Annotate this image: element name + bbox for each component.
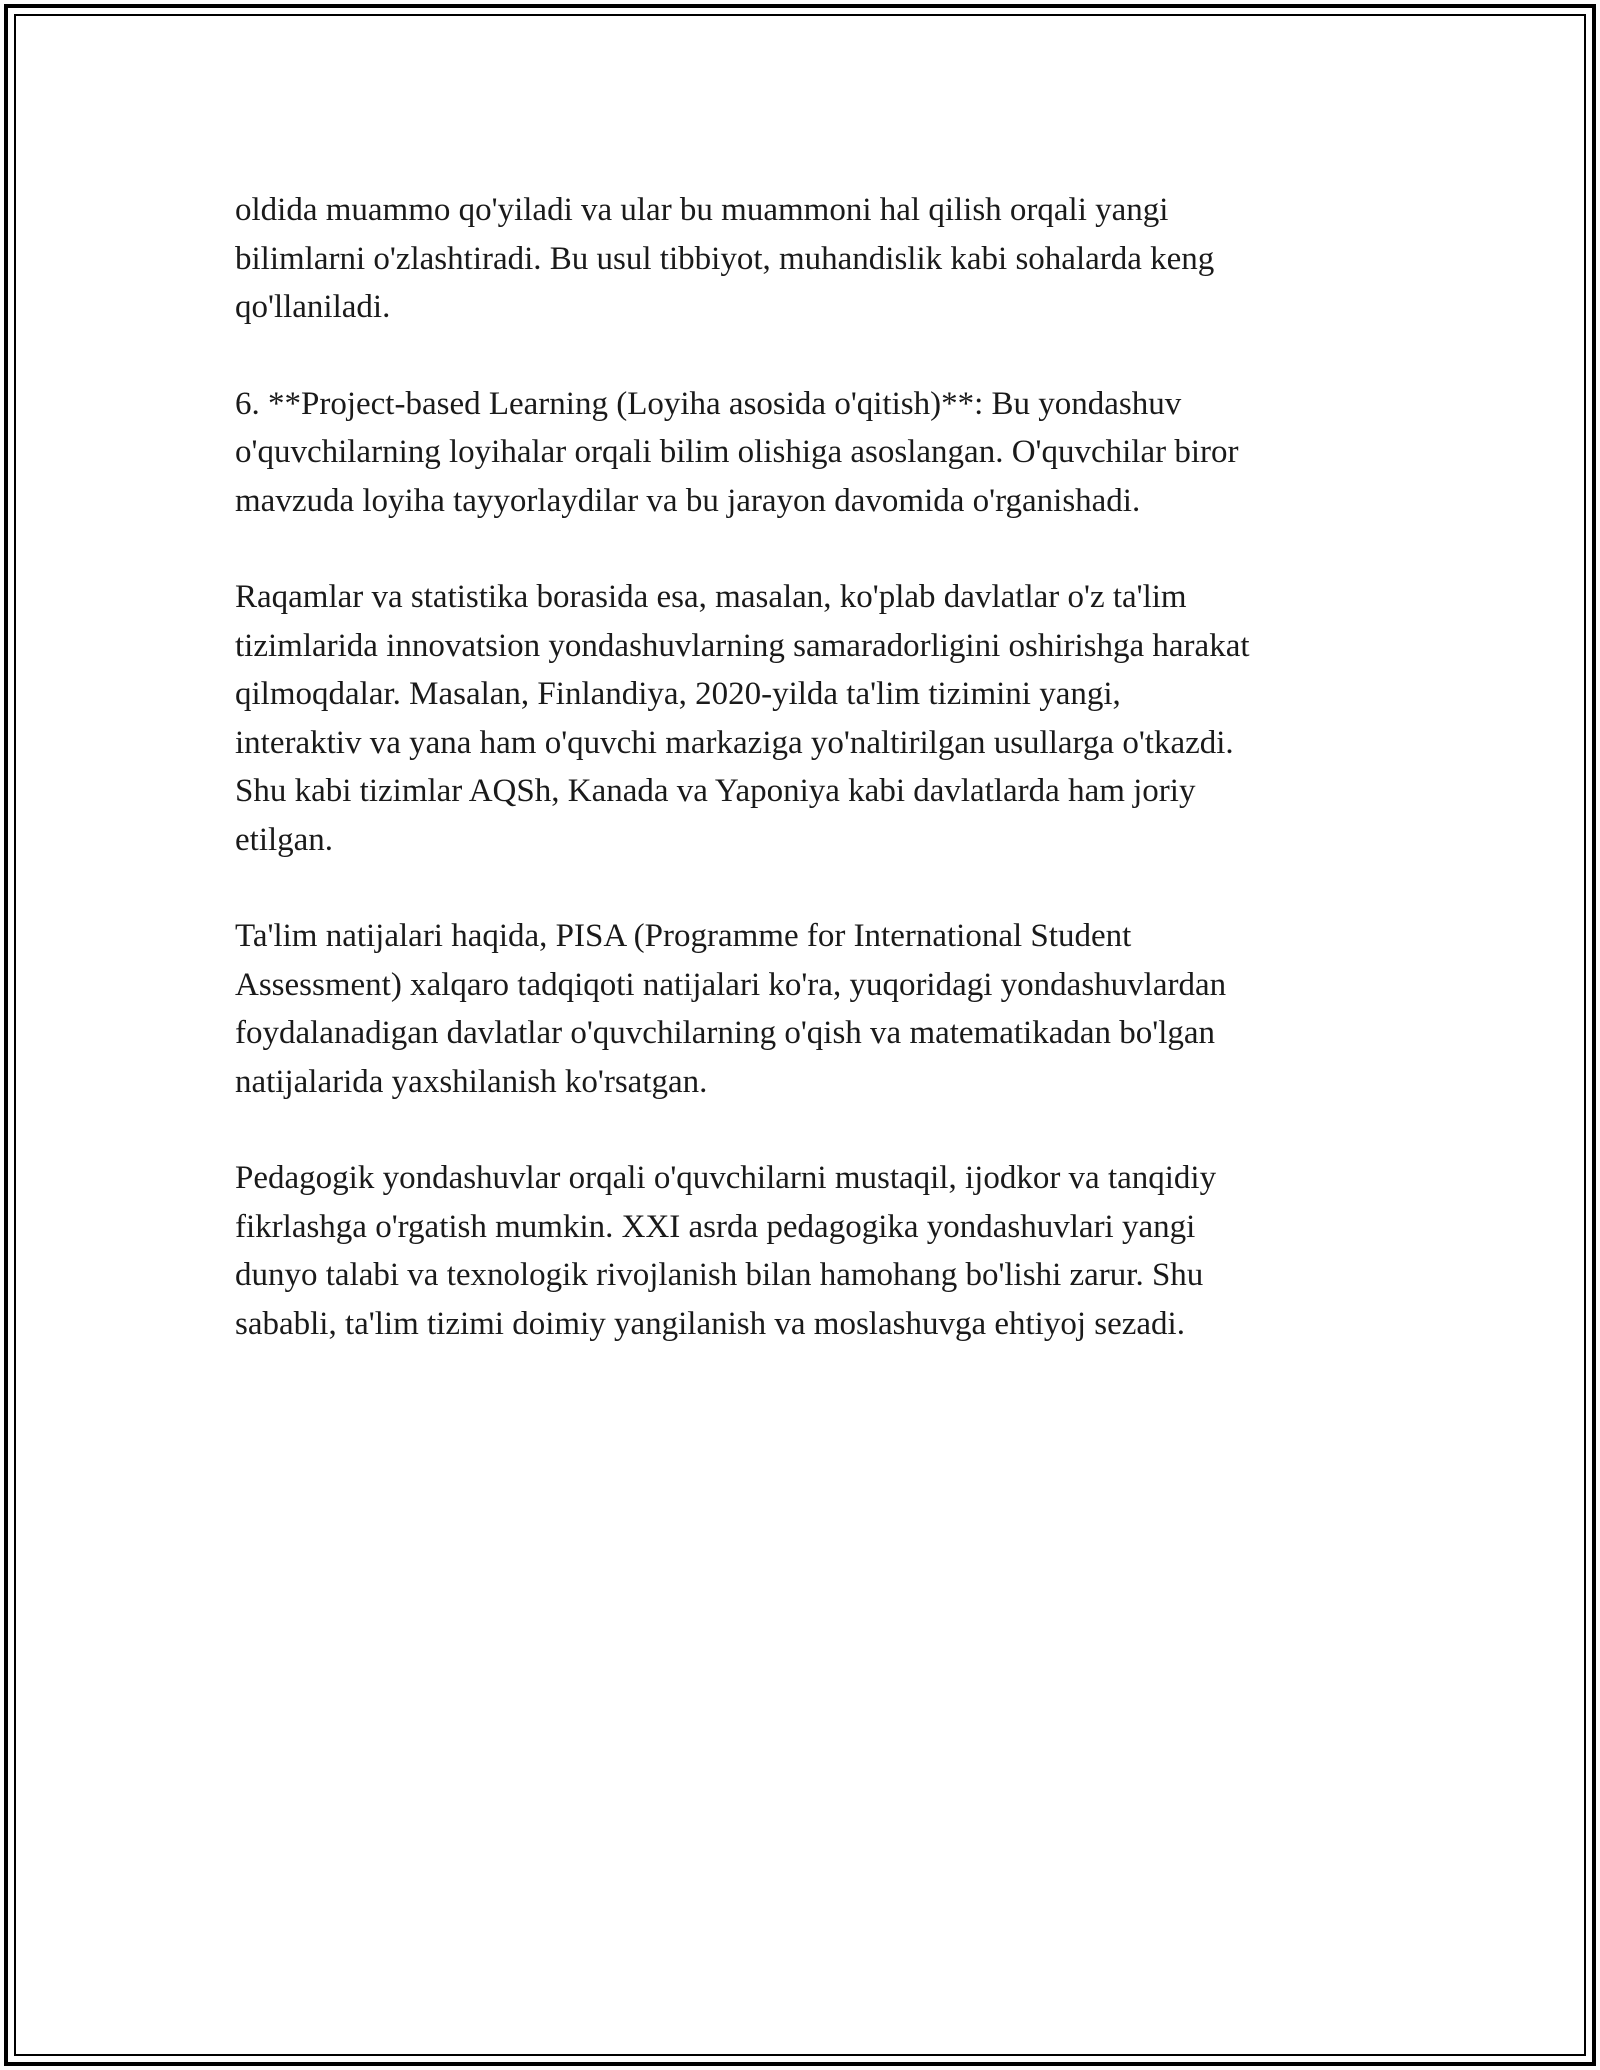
paragraph-project-based: 6. **Project-based Learning (Loyiha asosida o'qitish)**: Bu yondashuv o'quvchilarning loyihalar orqali bilim olishiga asoslangan. O'quvchilar biror mavzuda loyiha tayyorlaydilar va bu jarayon davomida o'rganishadi.: [235, 385, 1239, 519]
document-body: [235, 186, 1385, 1396]
paragraph-statistics: Raqamlar va statistika borasida esa, masalan, ko'plab davlatlar o'z ta'lim tizimlarida innovatsion yondashuvlarning samaradorligini oshirishga harakat qilmoqdalar. Masalan, Finlandiya, 2020-yilda ta'lim tizimini yangi, interaktiv va yana ham o'quvchi markaziga yo'naltirilgan usullarga o'tkazdi. Shu kabi tizimlar AQSh, Kanada va Yaponiya kabi davlatlarda ham joriy etilgan.: [235, 579, 1250, 858]
paragraph-conclusion: Pedagogik yondashuvlar orqali o'quvchilarni mustaqil, ijodkor va tanqidiy fikrlashga o'rgatish mumkin. XXI asrda pedagogika yondashuvlari yangi dunyo talabi va texnologik rivojlanish bilan hamohang bo'lishi zarur. Shu sababli, ta'lim tizimi doimiy yangilanish va moslashuvga ehtiyoj sezadi.: [235, 1160, 1217, 1342]
paragraph-problem-based: oldida muammo qo'yiladi va ular bu muammoni hal qilish orqali yangi bilimlarni o'zlashtiradi. Bu usul tibbiyot, muhandislik kabi sohalarda keng qo'llaniladi.: [235, 192, 1215, 325]
paragraph-pisa-results: Ta'lim natijalari haqida, PISA (Programme for International Student Assessment) xalqaro tadqiqoti natijalari ko'ra, yuqoridagi yondashuvlardan foydalanadigan davlatlar o'quvchilarning o'qish va matematikadan bo'lgan natijalarida yaxshilanish ko'rsatgan.: [235, 918, 1227, 1100]
